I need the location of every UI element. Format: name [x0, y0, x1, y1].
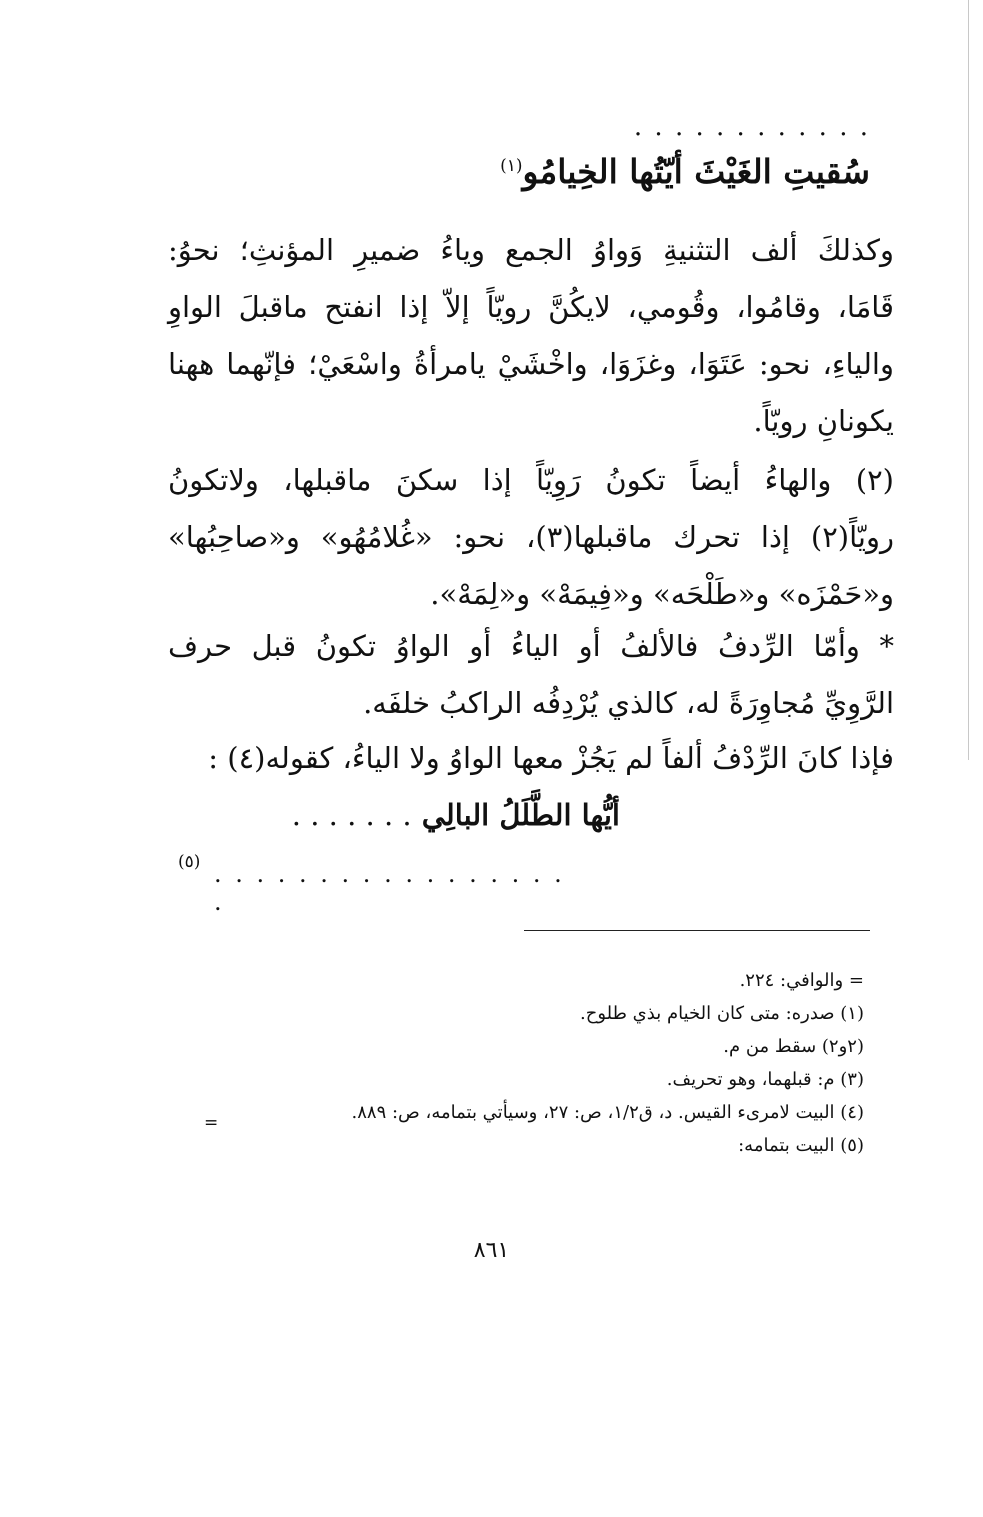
paragraph-3	[168, 618, 894, 732]
scan-margin-line	[968, 0, 969, 760]
footnote-item: (١) صدره: متى كان الخيام بذي طلوح.	[580, 1003, 864, 1024]
footnote-item-last	[150, 1113, 864, 1162]
verse-quote-footnote-ref: (٥)	[178, 852, 201, 872]
paragraph-line: * وأمّا الرِّدفُ فالألفُ أو الياءُ أو الواوُ تكونُ قبل حرف	[168, 629, 894, 663]
footnote-item: (٣) م: قبلهما، وهو تحريف.	[666, 1069, 864, 1090]
paragraph-line: فإذا كانَ الرِّدْفُ ألفاً لم يَجُزْ معها الواوُ ولا الياءُ، كقوله(٤) :	[208, 741, 894, 775]
paragraph-line: قَامَا، وقامُوا، وقُومي، لايكُنَّ رويّاً إلاّ إذا انفتح ماقبلَ الواوِ	[168, 290, 894, 324]
verse-title	[170, 152, 870, 191]
verse-quote-text: أيُّها الطَّلَلُ البالِي	[421, 798, 620, 832]
paragraph-line: يكونانِ رويّاً.	[753, 404, 894, 438]
paragraph-line: والياءِ، نحو: عَتَوَا، وغزَوَا، واخْشَيْ يامرأةُ واسْعَيْ؛ فإنّهما ههنا	[168, 347, 894, 381]
verse-quote	[150, 798, 620, 832]
paragraph-line: وكذلكَ ألف التثنيةِ وَواوُ الجمع وياءُ ضميرِ المؤنثِ؛ نحوُ:	[168, 233, 894, 267]
footnote-item: (٢و٢) سقط من م.	[723, 1036, 864, 1057]
verse-quote-dots: . . . . . . .	[291, 798, 412, 832]
paragraph-line: الرَّوِيِّ مُجاوِرَةً له، كالذي يُرْدِفُه الراكبُ خلفَه.	[363, 686, 894, 720]
verse-title-text: سُقيتِ الغَيْثَ أيّتُها الخِيامُو	[522, 152, 870, 191]
paragraph-line: و«حَمْزَه» و«طَلْحَه» و«فِيمَهْ» و«لِمَهْ».	[430, 577, 894, 611]
verse-title-footnote-ref: (١)	[500, 156, 523, 176]
ellipsis-dots-bottom: . . . . . . . . . . . . . . . . . .	[214, 860, 565, 916]
page-number: ٨٦١	[473, 1238, 510, 1263]
footnote-item: = والوافي: ٢٢٤.	[739, 970, 864, 991]
paragraph-2	[168, 452, 894, 623]
paragraph-line: (٢) والهاءُ أيضاً تكونُ رَوِيّاً إذا سكنَ ماقبلها، ولاتكونُ	[168, 463, 894, 497]
footnote-item: (٤) البيت لامرىء القيس. د، ق١/٢، ص: ٢٧، وسيأتي بتمامه، ص: ٨٨٩.	[351, 1102, 864, 1123]
footnote-item-text: (٥) البيت بتمامه:	[738, 1135, 864, 1156]
paragraph-line: رويّاً(٢) إذا تحرك ماقبلها(٣)، نحو: «غُلامُهُو» و«صاحِبُها»	[168, 520, 895, 554]
ellipsis-dots-top: . . . . . . . . . . . .	[633, 112, 870, 142]
footnotes	[150, 964, 864, 1162]
paragraph-1	[168, 222, 894, 450]
footnote-continuation-mark: =	[204, 1113, 219, 1133]
footnote-separator	[524, 930, 870, 931]
paragraph-4	[168, 730, 894, 787]
